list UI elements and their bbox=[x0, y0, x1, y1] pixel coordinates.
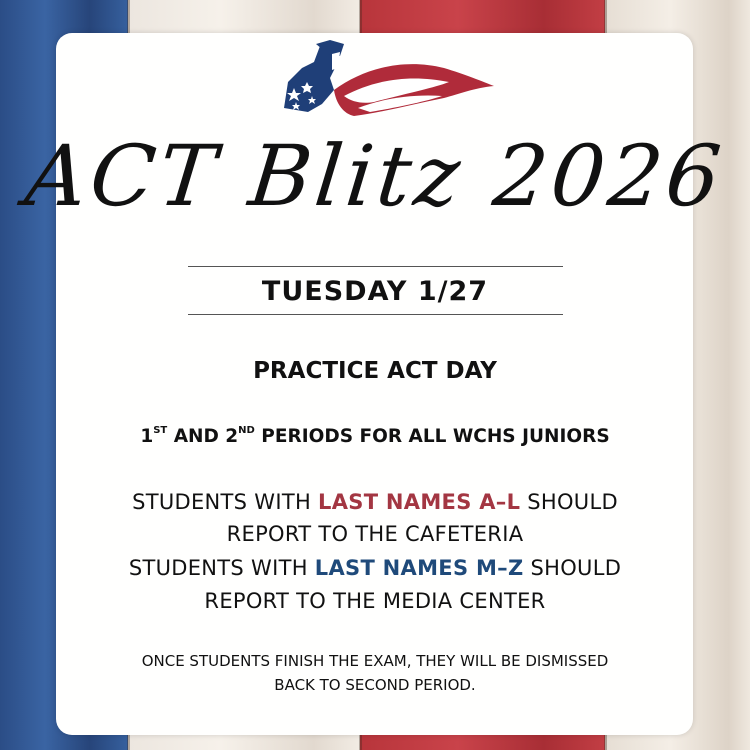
group-m-location: REPORT TO THE MEDIA CENTER bbox=[204, 589, 546, 613]
group-a-location: REPORT TO THE CAFETERIA bbox=[226, 522, 524, 546]
periods-and: AND bbox=[167, 426, 226, 447]
event-title: ACT Blitz 2026 bbox=[21, 127, 729, 225]
patriot-flag-logo-icon bbox=[274, 38, 496, 120]
group-a-line1 bbox=[0, 490, 750, 514]
dismissal-note-line1: ONCE STUDENTS FINISH THE EXAM, THEY WILL BE DISMISSED bbox=[141, 652, 609, 670]
divider-bottom bbox=[188, 314, 563, 315]
period-number: 2 bbox=[225, 426, 239, 447]
group-a-names: LAST NAMES A–L bbox=[318, 490, 521, 514]
group-m-line1 bbox=[0, 556, 750, 580]
group-a-prefix: STUDENTS WITH bbox=[132, 490, 319, 514]
headline: PRACTICE ACT DAY bbox=[253, 358, 497, 384]
period-number: 1 bbox=[140, 426, 154, 447]
group-m-names: LAST NAMES M–Z bbox=[314, 556, 524, 580]
divider-top bbox=[188, 266, 563, 267]
group-a-suffix: SHOULD bbox=[520, 490, 618, 514]
ordinal-suffix: ST bbox=[153, 424, 168, 436]
periods-audience: PERIODS FOR ALL WCHS JUNIORS bbox=[254, 426, 610, 447]
ordinal-suffix: ND bbox=[238, 424, 255, 436]
event-date: TUESDAY 1/27 bbox=[261, 276, 489, 307]
group-m-suffix: SHOULD bbox=[523, 556, 622, 580]
periods-line bbox=[0, 426, 750, 447]
dismissal-note-line2: BACK TO SECOND PERIOD. bbox=[274, 676, 476, 694]
group-m-prefix: STUDENTS WITH bbox=[128, 556, 315, 580]
